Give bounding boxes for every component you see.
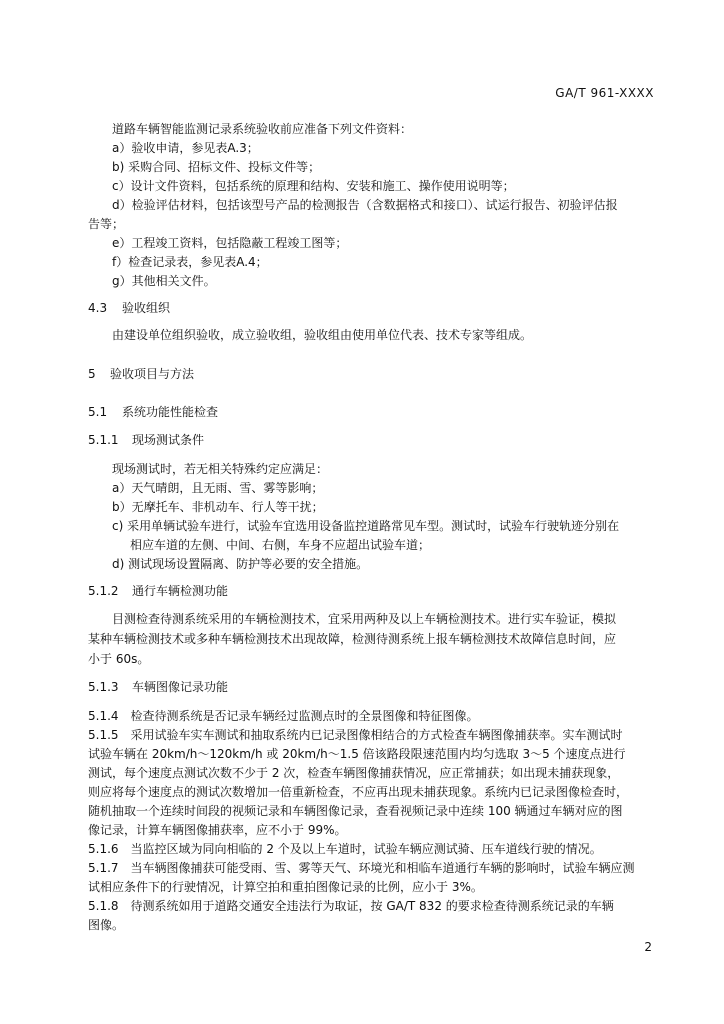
section-heading-5 <box>88 365 194 383</box>
section-number: 5.1 <box>88 405 108 419</box>
section-title: 验收项目与方法 <box>110 367 195 381</box>
paragraph-line: 图像。 <box>88 918 125 932</box>
paragraph: 由建设单位组织验收，成立验收组，验收组由使用单位代表、技术专家等组成。 <box>112 328 533 342</box>
clause-5-1-4: 5.1.4 检查待测系统是否记录车辆经过监测点时的全景图像和特征图像。 <box>88 709 479 723</box>
paragraph-line: 目测检查待测系统采用的车辆检测技术，宜采用两种及以上车辆检测技术。进行实车验证，模拟 <box>112 612 617 626</box>
section-heading-4-3 <box>88 299 170 317</box>
paragraph-line: 某种车辆检测技术或多种车辆检测技术出现故障，检测待测系统上报车辆检测技术故障信息时间，应 <box>88 632 617 646</box>
list-item: e）工程竣工资料，包括隐蔽工程竣工图等； <box>112 236 348 250</box>
section-number: 4.3 <box>88 301 108 315</box>
list-item: a）验收申请，参见表A.3； <box>112 141 259 155</box>
list-item: c) 采用单辆试验车进行，试验车宜选用设备监控道路常见车型。测试时，试验车行驶轨迹分别在 <box>112 519 620 533</box>
paragraph-line: 小于 60s。 <box>88 652 150 666</box>
paragraph-line: 试验车辆在 20km/h～120km/h 或 20km/h～1.5 倍该路段限速范围内均匀选取 3～5 个速度点进行 <box>88 747 626 761</box>
list-item: a）天气晴朗，且无雨、雪、雾等影响； <box>112 481 324 495</box>
list-item: g）其他相关文件。 <box>112 274 216 288</box>
paragraph-line: 5.1.8 待测系统如用于道路交通安全违法行为取证，按 GA/T 832 的要求检查待测系统记录的车辆 <box>88 899 614 913</box>
section-heading-5-1-1 <box>88 431 204 449</box>
section-heading-5-1 <box>88 403 218 421</box>
list-item: d）检验评估材料，包括该型号产品的检测报告（含数据格式和接口）、试运行报告、初验评估报 <box>112 198 618 212</box>
paragraph-line: 5.1.7 当车辆图像捕获可能受雨、雪、雾等天气、环境光和相临车道通行车辆的影响时，试验车辆应测 <box>88 861 635 875</box>
section-heading-5-1-3 <box>88 678 228 696</box>
paragraph-line: 随机抽取一个连续时间段的视频记录和车辆图像记录，查看视频记录中连续 100 辆通过车辆对应的图 <box>88 804 623 818</box>
section-number: 5.1.2 <box>88 584 119 598</box>
section-title: 系统功能性能检查 <box>122 405 219 419</box>
paragraph-line: 5.1.5 采用试验车实车测试和抽取系统内已记录图像相结合的方式检查车辆图像捕获率。实车测试时 <box>88 728 623 742</box>
paragraph-line: 像记录，计算车辆图像捕获率，应不小于 99%。 <box>88 823 347 837</box>
section-title: 现场测试条件 <box>132 433 205 447</box>
section-number: 5 <box>88 367 96 381</box>
section-number: 5.1.1 <box>88 433 119 447</box>
section-heading-5-1-2 <box>88 582 228 600</box>
intro-lead: 道路车辆智能监测记录系统验收前应准备下列文件资料： <box>112 122 413 136</box>
list-item: c）设计文件资料，包括系统的原理和结构、安装和施工、操作使用说明等； <box>112 179 515 193</box>
doc-code-header: GA/T 961-XXXX <box>555 86 654 100</box>
list-item: d) 测试现场设置隔离、防护等必要的安全措施。 <box>112 557 369 571</box>
section-title: 验收组织 <box>122 301 171 315</box>
list-item: b）无摩托车、非机动车、行人等干扰； <box>112 500 324 514</box>
list-item-continuation: 告等； <box>88 217 125 231</box>
list-item-continuation: 相应车道的左侧、中间、右侧，车身不应超出试验车道； <box>130 538 431 552</box>
page-number: 2 <box>644 940 652 954</box>
paragraph-line: 测试，每个速度点测试次数不少于 2 次，检查车辆图像捕获情况，应正常捕获；如出现未捕获现象， <box>88 766 620 780</box>
section-title: 车辆图像记录功能 <box>132 680 229 694</box>
list-item: b) 采购合同、招标文件、投标文件等； <box>112 160 321 174</box>
section-title: 通行车辆检测功能 <box>132 584 229 598</box>
paragraph-line: 则应将每个速度点的测试次数增加一倍重新检查，不应再出现未捕获现象。系统内已记录图像检查时， <box>88 785 629 799</box>
list-item: f）检查记录表，参见表A.4； <box>112 255 268 269</box>
section-number: 5.1.3 <box>88 680 119 694</box>
clause-5-1-6: 5.1.6 当监控区域为同向相临的 2 个及以上车道时，试验车辆应测试骑、压车道线行驶的情况。 <box>88 842 602 856</box>
paragraph: 现场测试时，若无相关特殊约定应满足： <box>112 462 329 476</box>
paragraph-line: 试相应条件下的行驶情况，计算空拍和重拍图像记录的比例，应小于 3%。 <box>88 880 483 894</box>
